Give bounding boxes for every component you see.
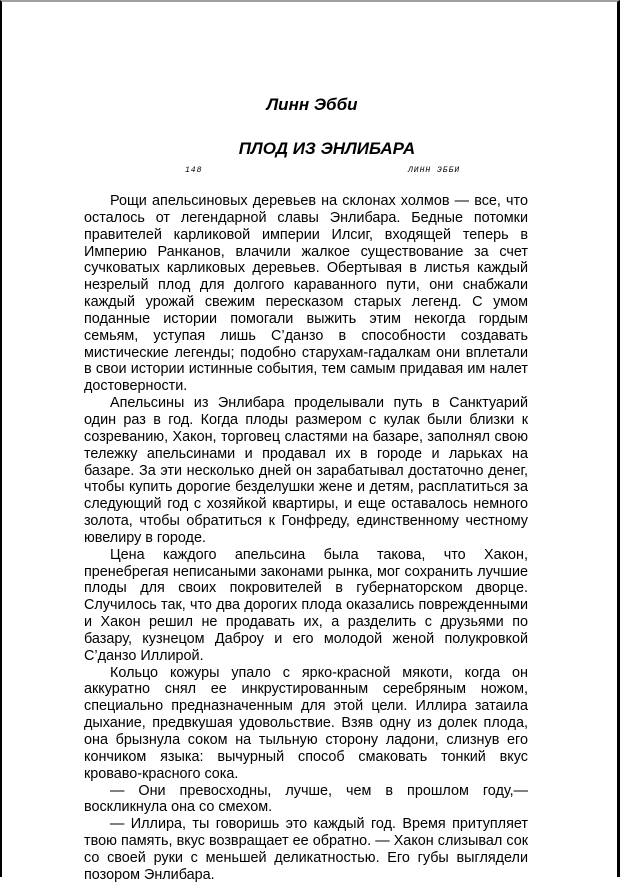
paragraph: Апельсины из Энлибара проделывали путь в Санктуарий один раз в год. Когда плоды размером с кулак были близки к созреванию, Хакон, торговец сластями на базаре, заполнял свою тележку апельсинами и продавал их в городе и ларьках на базаре. За эти несколько дней он зарабатывал достаточно денег, чтобы купить дорогие безделушки жене и детям, расплатиться за следующий год с хозяйкой квартиры, и еще оставалось немного золота, чтобы обратиться к Гонфреду, единственному честному ювелиру в городе. <box>84 395 528 546</box>
running-page-number: 148 <box>185 166 203 175</box>
running-author: ЛИНН ЭББИ <box>408 166 461 175</box>
paragraph: Цена каждого апельсина была такова, что Хакон, пренебрегая неписаными законами рынка, мог сохранить лучшие плоды для своих покровителей в губернаторском дворце. Случилось так, что два дорогих плода оказались поврежденными и Хакон решил не продавать их, а разделить с друзьями по базару, кузнецом Даброу и его молодой женой полукровкой С’данзо Иллирой. <box>84 546 528 664</box>
author-name: Линн Эбби <box>266 95 358 114</box>
paragraph: — Они превосходны, лучше, чем в прошлом году,— воскликнула она со смехом. <box>84 782 528 816</box>
body-text <box>84 193 528 884</box>
paragraph: — Иллира, ты говоришь это каждый год. Время притупляет твою память, вкус возвращает ее обратно. — Хакон слизывал сок со своей руки с меньшей деликатностью. Его губы выглядели позором Энлибара. <box>84 816 528 883</box>
story-title: ПЛОД ИЗ ЭНЛИБАРА <box>238 139 416 158</box>
paragraph: Кольцо кожуры упало с ярко-красной мякоти, когда он аккуратно снял ее инкрустированным серебряным ножом, специально предназначенным для этой цели. Иллира затаила дыхание, предвкушая удовольствие. Взяв одну из долек плода, она брызнула соком на тыльную сторону ладони, слизнув его кончиком языка: вычурный способ смаковать тонкий вкус кроваво-красного сока. <box>84 664 528 782</box>
paragraph: Рощи апельсиновых деревьев на склонах холмов — все, что осталось от легендарной славы Энлибара. Бедные потомки правителей карликовой империи Илсиг, входящей теперь в Империю Ранканов, влачили жалкое существование за счет сучковатых карликовых деревьев. Обертывая в листья каждый незрелый плод для долгого караванного пути, они снабжали каждый урожай свежим пересказом старых легенд. С умом поданные истории помогали выжить этим некогда гордым семьям, уступая лишь С’данзо в способности создавать мистические легенды; подобно старухам-гадалкам они вплетали в свои истории истинные события, тем самым придавая им налет достоверности. <box>84 193 528 395</box>
